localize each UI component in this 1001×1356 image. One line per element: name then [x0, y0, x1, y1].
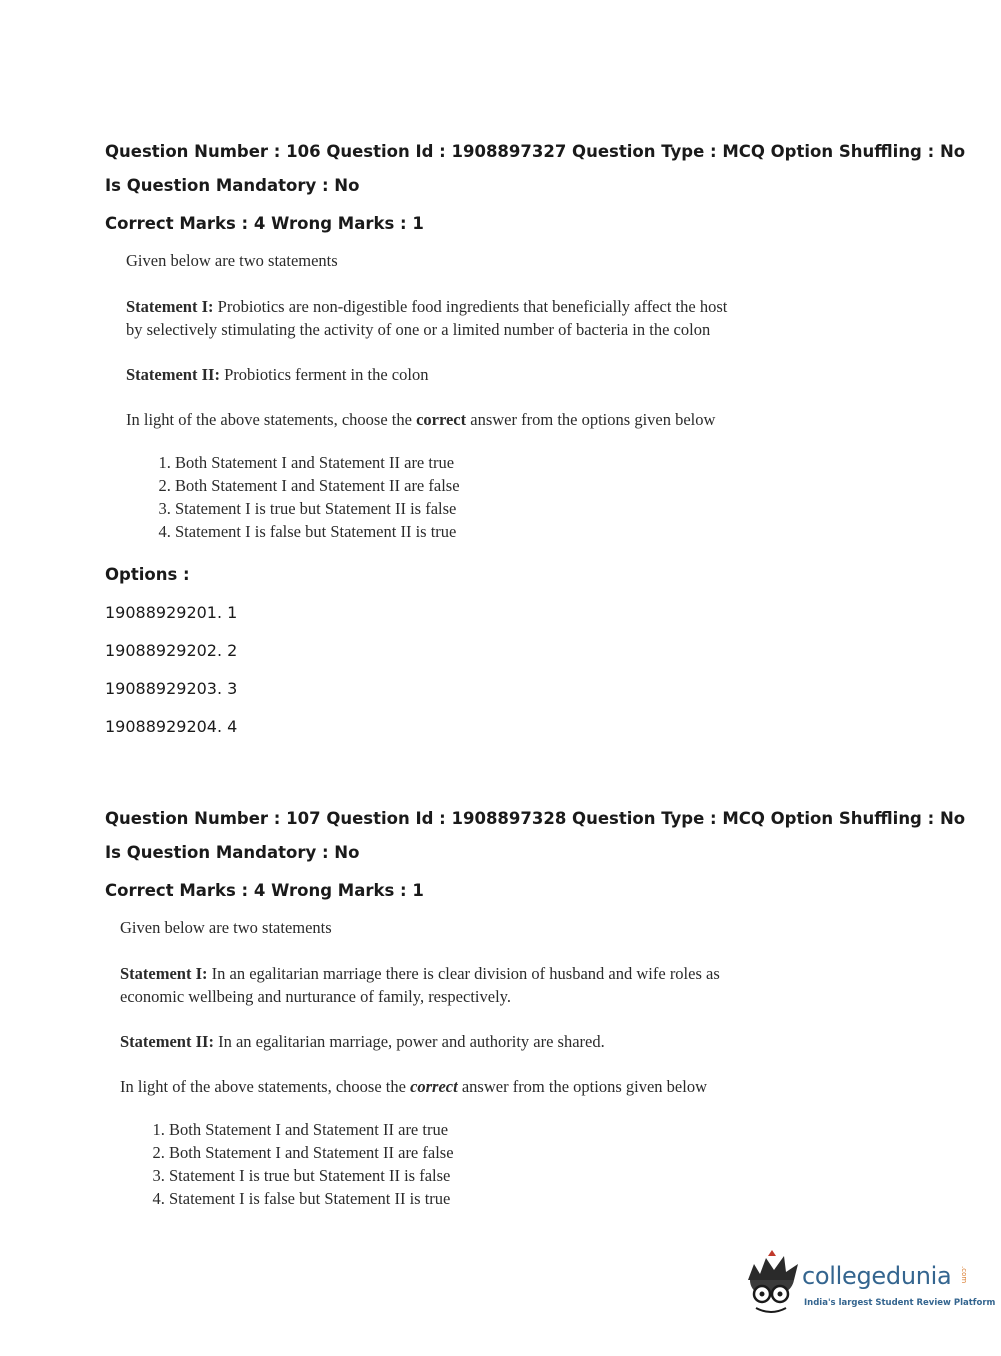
- logo-suffix: .com: [960, 1266, 968, 1284]
- logo-tagline: India's largest Student Review Platform: [804, 1298, 996, 1308]
- choice-item: 1. Both Statement I and Statement II are true: [169, 1118, 925, 1141]
- logo-wordmark: collegedunia: [802, 1262, 952, 1290]
- statement-1: [126, 295, 925, 341]
- choice-item: 4. Statement I is false but Statement II is true: [175, 520, 925, 543]
- statement-1-line-2: economic wellbeing and nurturance of family, respectively.: [120, 987, 511, 1006]
- question-107: [105, 808, 966, 1210]
- lead-emphasis: correct: [410, 1077, 458, 1096]
- choice-item: 3. Statement I is true but Statement II is false: [175, 497, 925, 520]
- option-row: 19088929201. 1: [105, 603, 238, 622]
- statement-2: [120, 1030, 925, 1053]
- option-row: 19088929203. 3: [105, 679, 238, 698]
- lead-before: In light of the above statements, choose the: [126, 410, 417, 429]
- statement-2: [126, 363, 925, 386]
- question-intro: Given below are two statements: [120, 918, 332, 937]
- question-lead: [120, 1075, 925, 1098]
- statement-2-text: Probiotics ferment in the colon: [219, 365, 429, 384]
- question-mandatory: Is Question Mandatory : No: [105, 176, 360, 195]
- question-lead: [126, 408, 925, 431]
- lead-after: answer from the options given below: [466, 410, 716, 429]
- statement-1: [120, 962, 925, 1008]
- option-row: 19088929204. 4: [105, 717, 238, 736]
- choice-item: 4. Statement I is false but Statement II is true: [169, 1187, 925, 1210]
- choice-item: 3. Statement I is true but Statement II is false: [169, 1164, 925, 1187]
- question-mandatory: Is Question Mandatory : No: [105, 843, 360, 862]
- mascot-icon: [742, 1250, 804, 1320]
- statement-1-line-1: Probiotics are non-digestible food ingredients that beneficially affect the host: [213, 297, 728, 316]
- statement-2-text: In an egalitarian marriage, power and authority are shared.: [213, 1032, 605, 1051]
- statement-1-label: Statement I:: [120, 964, 208, 983]
- option-row: 19088929202. 2: [105, 641, 238, 660]
- question-intro: Given below are two statements: [126, 251, 338, 270]
- lead-emphasis: correct: [416, 410, 467, 429]
- statement-2-label: Statement II:: [126, 365, 220, 384]
- question-106: [105, 141, 966, 738]
- question-marks: Correct Marks : 4 Wrong Marks : 1: [105, 214, 424, 233]
- lead-after: answer from the options given below: [457, 1077, 707, 1096]
- choice-list: [126, 451, 925, 543]
- lead-before: In light of the above statements, choose the: [120, 1077, 411, 1096]
- statement-1-line-2: by selectively stimulating the activity of one or a limited number of bacteria in the colon: [126, 320, 711, 339]
- choice-list: [120, 1118, 925, 1210]
- question-header: Question Number : 107 Question Id : 1908897328 Question Type : MCQ Option Shuffling : No: [105, 809, 966, 828]
- choice-item: 1. Both Statement I and Statement II are true: [175, 451, 925, 474]
- question-header: Question Number : 106 Question Id : 1908897327 Question Type : MCQ Option Shuffling : No: [105, 142, 966, 161]
- choice-item: 2. Both Statement I and Statement II are false: [169, 1141, 925, 1164]
- options-label: Options :: [105, 565, 190, 584]
- choice-item: 2. Both Statement I and Statement II are false: [175, 474, 925, 497]
- statement-1-label: Statement I:: [126, 297, 214, 316]
- question-body: [120, 916, 925, 1210]
- question-body: [126, 249, 925, 543]
- statement-2-label: Statement II:: [120, 1032, 214, 1051]
- question-marks: Correct Marks : 4 Wrong Marks : 1: [105, 881, 424, 900]
- statement-1-line-1: In an egalitarian marriage there is clear division of husband and wife roles as: [207, 964, 720, 983]
- collegedunia-logo: [742, 1250, 996, 1320]
